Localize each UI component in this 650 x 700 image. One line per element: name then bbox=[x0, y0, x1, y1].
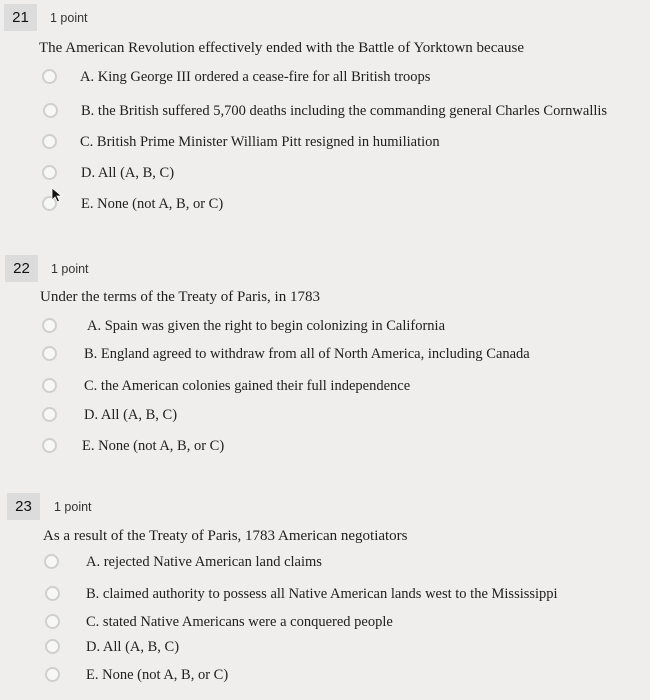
radio-button[interactable] bbox=[43, 103, 58, 118]
radio-button[interactable] bbox=[42, 438, 57, 453]
radio-button[interactable] bbox=[45, 614, 60, 629]
option-label: C. stated Native Americans were a conquered people bbox=[86, 614, 393, 630]
option-label: E. None (not A, B, or C) bbox=[82, 438, 225, 454]
mouse-pointer-icon bbox=[51, 187, 65, 203]
question-text: As a result of the Treaty of Paris, 1783 American negotiators bbox=[43, 528, 408, 544]
option-label: B. claimed authority to possess all Native American lands west to the Mississippi bbox=[86, 586, 558, 602]
option-label: B. the British suffered 5,700 deaths including the commanding general Charles Cornwallis bbox=[81, 103, 608, 119]
points-label: 1 point bbox=[51, 262, 89, 276]
radio-button[interactable] bbox=[42, 378, 57, 393]
radio-button[interactable] bbox=[45, 586, 60, 601]
radio-button[interactable] bbox=[42, 134, 57, 149]
option-label: A. Spain was given the right to begin colonizing in California bbox=[87, 318, 446, 334]
radio-button[interactable] bbox=[42, 318, 57, 333]
radio-button[interactable] bbox=[44, 554, 59, 569]
radio-button[interactable] bbox=[42, 165, 57, 180]
radio-button[interactable] bbox=[42, 69, 57, 84]
option-label: D. All (A, B, C) bbox=[86, 639, 180, 655]
question-number: 22 bbox=[5, 255, 38, 282]
option-label: C. the American colonies gained their full independence bbox=[84, 378, 411, 394]
option-label: C. British Prime Minister William Pitt resigned in humiliation bbox=[80, 134, 440, 150]
option-label: B. England agreed to withdraw from all of North America, including Canada bbox=[84, 346, 530, 362]
radio-button[interactable] bbox=[42, 407, 57, 422]
question-number: 21 bbox=[4, 4, 37, 31]
question-text: Under the terms of the Treaty of Paris, in 1783 bbox=[40, 289, 320, 305]
points-label: 1 point bbox=[50, 11, 88, 25]
question-number: 23 bbox=[7, 493, 40, 520]
question-text: The American Revolution effectively ended with the Battle of Yorktown because bbox=[39, 40, 525, 56]
points-label: 1 point bbox=[54, 500, 92, 514]
option-label: A. King George III ordered a cease-fire for all British troops bbox=[80, 69, 431, 85]
radio-button[interactable] bbox=[45, 667, 60, 682]
radio-button[interactable] bbox=[42, 346, 57, 361]
option-label: E. None (not A, B, or C) bbox=[81, 196, 224, 212]
option-label: A. rejected Native American land claims bbox=[86, 554, 322, 570]
option-label: D. All (A, B, C) bbox=[84, 407, 178, 423]
radio-button[interactable] bbox=[45, 639, 60, 654]
option-label: E. None (not A, B, or C) bbox=[86, 667, 229, 683]
option-label: D. All (A, B, C) bbox=[81, 165, 175, 181]
